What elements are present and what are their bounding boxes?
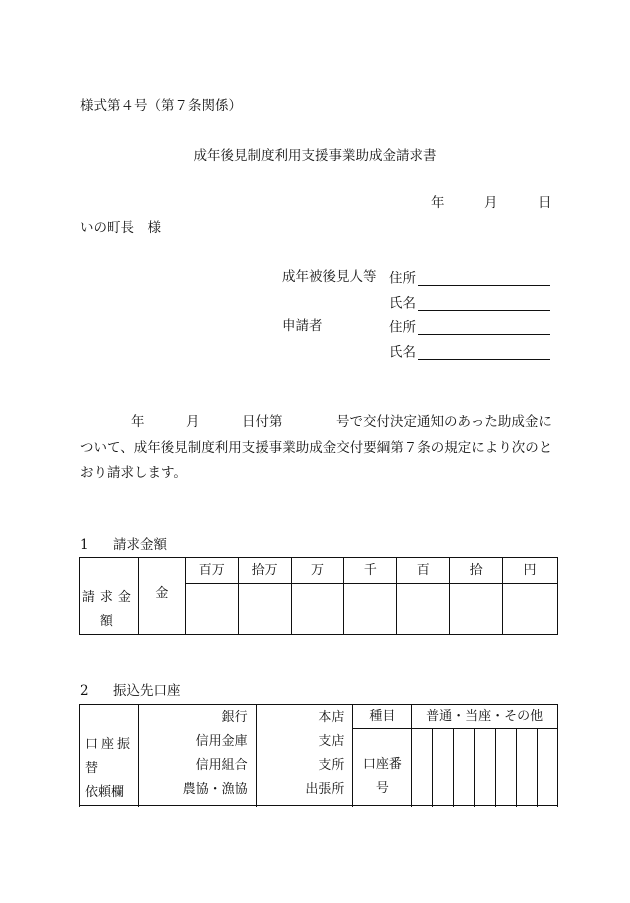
account-digit-cell[interactable] <box>496 729 517 806</box>
ward-address-field[interactable] <box>389 271 550 286</box>
applicant-label: 申請者 <box>282 318 323 334</box>
date-year: 年 <box>431 195 445 211</box>
date-month: 月 <box>484 195 498 211</box>
account-digit-cell[interactable] <box>475 729 496 806</box>
document-title: 成年後見制度利用支援事業助成金請求書 <box>193 148 437 164</box>
digit-header: 百 <box>397 558 450 584</box>
transfer-account-table <box>79 704 558 806</box>
amount-cell[interactable] <box>238 583 291 634</box>
claim-amount-label: 請求金 額 <box>80 558 139 635</box>
kind-options[interactable]: 普通・当座・その他 <box>412 705 558 729</box>
account-number-label: 口座番 号 <box>353 729 412 806</box>
section2-heading: 振込先口座 <box>113 683 181 699</box>
bank-type-cell[interactable]: 銀行 信用金庫 信用組合 農協・漁協 <box>138 705 256 806</box>
branch-type-cell[interactable]: 本店 支店 支所 出張所 <box>256 705 353 806</box>
amount-cell[interactable] <box>291 583 344 634</box>
ward-name-field[interactable] <box>389 296 550 311</box>
applicant-address-field[interactable] <box>389 320 550 335</box>
digit-header: 拾 <box>450 558 503 584</box>
name-label: 氏名 <box>389 344 416 361</box>
amount-cell[interactable] <box>503 583 558 634</box>
account-digit-cell[interactable] <box>516 729 537 806</box>
body-month: 月 <box>186 414 200 430</box>
body-line3: おり請求します。 <box>80 465 187 481</box>
date-day: 日 <box>538 195 552 211</box>
body-year: 年 <box>131 414 145 430</box>
digit-header: 万 <box>291 558 344 584</box>
account-digit-cell[interactable] <box>537 729 557 806</box>
section1-number: 1 <box>80 537 89 553</box>
ward-address-line[interactable] <box>418 271 550 286</box>
digit-header: 千 <box>344 558 397 584</box>
amount-cell[interactable] <box>344 583 397 634</box>
form-number: 様式第４号（第７条関係） <box>80 98 242 114</box>
kin-label: 金 <box>138 558 185 635</box>
account-digit-cell[interactable] <box>433 729 454 806</box>
addressee: いの町長 様 <box>80 220 161 236</box>
applicant-address-line[interactable] <box>418 320 550 335</box>
section1-heading: 請求金額 <box>113 537 167 553</box>
digit-header: 百万 <box>185 558 238 584</box>
ward-label: 成年被後見人等 <box>282 269 377 285</box>
address-label: 住所 <box>389 319 416 336</box>
ward-name-line[interactable] <box>418 296 550 311</box>
body-line1-rest: 号で交付決定通知のあった助成金に <box>336 414 552 430</box>
applicant-name-field[interactable] <box>389 345 550 360</box>
amount-cell[interactable] <box>185 583 238 634</box>
digit-header: 拾万 <box>238 558 291 584</box>
address-label: 住所 <box>389 270 416 287</box>
body-line2: ついて、成年後見制度利用支援事業助成金交付要綱第７条の規定により次のと <box>80 440 553 456</box>
account-digit-cell[interactable] <box>454 729 475 806</box>
digit-header: 円 <box>503 558 558 584</box>
body-dated-no: 日付第 <box>242 414 283 430</box>
amount-cell[interactable] <box>450 583 503 634</box>
account-digit-cell[interactable] <box>412 729 433 806</box>
claim-amount-table <box>79 557 558 635</box>
transfer-request-label: 口座振 替 依頼欄 <box>80 705 139 806</box>
applicant-name-line[interactable] <box>418 345 550 360</box>
name-label: 氏名 <box>389 295 416 312</box>
amount-cell[interactable] <box>397 583 450 634</box>
kind-label: 種目 <box>353 705 412 729</box>
section2-number: 2 <box>80 683 89 699</box>
